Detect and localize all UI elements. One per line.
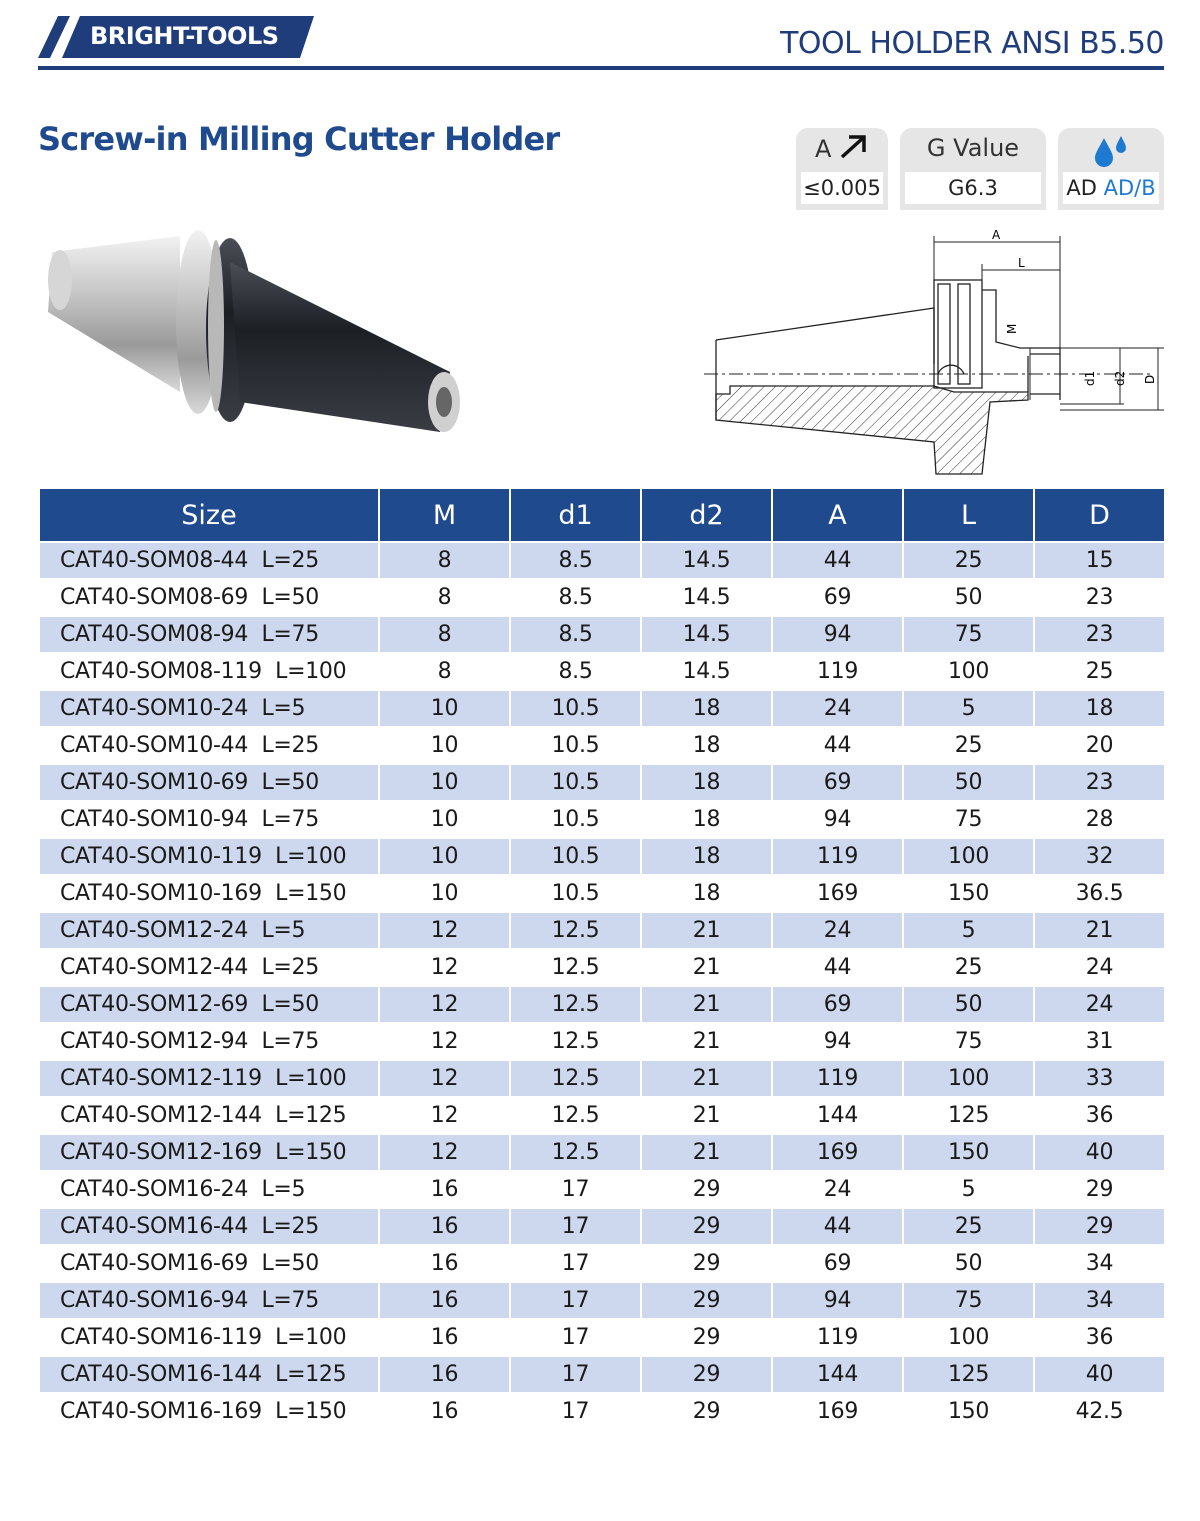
cell-l: 75 [903, 1282, 1034, 1319]
cell-d: 28 [1034, 801, 1164, 838]
cell-l: 50 [903, 986, 1034, 1023]
cell-m: 16 [379, 1319, 510, 1356]
cell-d1: 12.5 [510, 949, 641, 986]
cell-d: 25 [1034, 653, 1164, 690]
cell-a: 69 [772, 1245, 903, 1282]
cell-d1: 12.5 [510, 1023, 641, 1060]
cell-m: 8 [379, 542, 510, 579]
table-row [40, 1097, 1164, 1134]
cell-m: 10 [379, 764, 510, 801]
cell-a: 94 [772, 1023, 903, 1060]
cell-m: 16 [379, 1393, 510, 1430]
brand-name: BRIGHT-TOOLS [90, 22, 279, 50]
cell-d1: 12.5 [510, 986, 641, 1023]
cell-m: 16 [379, 1245, 510, 1282]
coolant-badge-value: AD AD/B [1063, 172, 1159, 204]
cell-d1: 12.5 [510, 1134, 641, 1171]
cell-a: 119 [772, 653, 903, 690]
cell-size: CAT40-SOM12-169 L=150 [40, 1134, 379, 1171]
cell-a: 24 [772, 1171, 903, 1208]
cell-d: 36 [1034, 1319, 1164, 1356]
coolant-badge [1058, 128, 1164, 210]
cell-l: 50 [903, 764, 1034, 801]
cell-a: 44 [772, 949, 903, 986]
cell-l: 25 [903, 542, 1034, 579]
dim-label-l: L [1018, 256, 1025, 270]
cell-l: 50 [903, 1245, 1034, 1282]
cell-l: 125 [903, 1097, 1034, 1134]
cell-a: 69 [772, 986, 903, 1023]
cell-d: 15 [1034, 542, 1164, 579]
cell-l: 100 [903, 653, 1034, 690]
cell-d2: 14.5 [641, 542, 772, 579]
cell-d: 31 [1034, 1023, 1164, 1060]
cell-d1: 17 [510, 1319, 641, 1356]
cell-size: CAT40-SOM08-94 L=75 [40, 616, 379, 653]
cell-d: 24 [1034, 949, 1164, 986]
cell-size: CAT40-SOM10-24 L=5 [40, 690, 379, 727]
cell-d: 40 [1034, 1134, 1164, 1171]
cell-d2: 18 [641, 727, 772, 764]
cell-d: 20 [1034, 727, 1164, 764]
cell-d: 23 [1034, 616, 1164, 653]
column-header-size: Size [40, 489, 379, 542]
cell-l: 5 [903, 690, 1034, 727]
dim-label-d: D [1143, 374, 1157, 384]
cell-l: 75 [903, 1023, 1034, 1060]
cell-size: CAT40-SOM16-24 L=5 [40, 1171, 379, 1208]
cell-l: 75 [903, 801, 1034, 838]
cell-m: 12 [379, 1134, 510, 1171]
dim-label-m: M [1005, 323, 1019, 334]
cell-a: 44 [772, 542, 903, 579]
cell-l: 5 [903, 912, 1034, 949]
cell-m: 16 [379, 1356, 510, 1393]
cell-l: 100 [903, 838, 1034, 875]
cell-d1: 8.5 [510, 616, 641, 653]
cell-m: 10 [379, 875, 510, 912]
cell-size: CAT40-SOM10-169 L=150 [40, 875, 379, 912]
cell-m: 12 [379, 986, 510, 1023]
cell-l: 150 [903, 1134, 1034, 1171]
cell-m: 10 [379, 801, 510, 838]
cell-size: CAT40-SOM10-94 L=75 [40, 801, 379, 838]
cell-d2: 18 [641, 801, 772, 838]
cell-m: 16 [379, 1171, 510, 1208]
table-row [40, 801, 1164, 838]
cell-l: 150 [903, 875, 1034, 912]
runout-badge-value: ≤0.005 [801, 172, 883, 204]
product-title: Screw-in Milling Cutter Holder [38, 120, 560, 158]
cell-d: 42.5 [1034, 1393, 1164, 1430]
cell-a: 144 [772, 1097, 903, 1134]
cell-size: CAT40-SOM08-69 L=50 [40, 579, 379, 616]
cell-d2: 29 [641, 1208, 772, 1245]
cell-d2: 21 [641, 1060, 772, 1097]
cell-d2: 18 [641, 838, 772, 875]
cell-d1: 8.5 [510, 579, 641, 616]
cell-d1: 17 [510, 1245, 641, 1282]
cell-size: CAT40-SOM16-119 L=100 [40, 1319, 379, 1356]
cell-d2: 29 [641, 1171, 772, 1208]
cell-d2: 18 [641, 875, 772, 912]
runout-badge [796, 128, 888, 210]
specification-table [40, 489, 1164, 1431]
arrow-up-right-icon [839, 134, 869, 160]
cell-l: 125 [903, 1356, 1034, 1393]
cell-d2: 21 [641, 949, 772, 986]
cell-a: 44 [772, 1208, 903, 1245]
cell-d: 21 [1034, 912, 1164, 949]
runout-badge-label: A [796, 134, 888, 172]
cell-d: 32 [1034, 838, 1164, 875]
balance-badge-label: G Value [926, 134, 1020, 162]
cell-size: CAT40-SOM10-44 L=25 [40, 727, 379, 764]
cell-d2: 14.5 [641, 579, 772, 616]
cell-d: 24 [1034, 986, 1164, 1023]
cell-l: 25 [903, 727, 1034, 764]
cell-size: CAT40-SOM10-119 L=100 [40, 838, 379, 875]
document-title: TOOL HOLDER ANSI B5.50 [780, 26, 1164, 61]
cell-a: 24 [772, 690, 903, 727]
cell-d: 34 [1034, 1282, 1164, 1319]
cell-a: 24 [772, 912, 903, 949]
table-row [40, 1356, 1164, 1393]
cell-m: 10 [379, 838, 510, 875]
cell-d2: 14.5 [641, 616, 772, 653]
cell-a: 94 [772, 801, 903, 838]
column-header-a: A [772, 489, 903, 542]
table-row [40, 1023, 1164, 1060]
cell-a: 119 [772, 838, 903, 875]
cell-d2: 29 [641, 1393, 772, 1430]
column-header-d1: d1 [510, 489, 641, 542]
cell-m: 10 [379, 690, 510, 727]
cell-d: 23 [1034, 764, 1164, 801]
table-row [40, 1171, 1164, 1208]
table-row [40, 542, 1164, 579]
cell-d1: 8.5 [510, 653, 641, 690]
cell-d2: 29 [641, 1319, 772, 1356]
cell-l: 75 [903, 616, 1034, 653]
dim-label-a: A [992, 228, 1001, 242]
cell-d2: 29 [641, 1282, 772, 1319]
cell-a: 69 [772, 579, 903, 616]
cell-l: 25 [903, 949, 1034, 986]
cell-d: 36.5 [1034, 875, 1164, 912]
table-row [40, 875, 1164, 912]
table-row [40, 1319, 1164, 1356]
cell-d1: 17 [510, 1171, 641, 1208]
table-row [40, 579, 1164, 616]
cell-d1: 12.5 [510, 1060, 641, 1097]
tool-holder-photo [40, 222, 470, 462]
table-row [40, 1208, 1164, 1245]
cell-d2: 21 [641, 986, 772, 1023]
table-row [40, 1393, 1164, 1430]
cell-m: 12 [379, 1060, 510, 1097]
table-header-row [40, 489, 1164, 542]
cell-m: 12 [379, 1023, 510, 1060]
cell-a: 119 [772, 1319, 903, 1356]
cell-a: 169 [772, 1134, 903, 1171]
cell-d2: 29 [641, 1245, 772, 1282]
cell-d1: 8.5 [510, 542, 641, 579]
column-header-m: M [379, 489, 510, 542]
cell-l: 25 [903, 1208, 1034, 1245]
column-header-d: D [1034, 489, 1164, 542]
cell-m: 8 [379, 653, 510, 690]
table-row [40, 1245, 1164, 1282]
cell-d1: 17 [510, 1393, 641, 1430]
cell-a: 94 [772, 1282, 903, 1319]
cell-d1: 17 [510, 1356, 641, 1393]
cell-size: CAT40-SOM12-44 L=25 [40, 949, 379, 986]
table-row [40, 690, 1164, 727]
cell-l: 5 [903, 1171, 1034, 1208]
cell-size: CAT40-SOM12-119 L=100 [40, 1060, 379, 1097]
table-row [40, 764, 1164, 801]
technical-drawing [700, 224, 1170, 480]
cell-m: 16 [379, 1208, 510, 1245]
cell-d: 29 [1034, 1208, 1164, 1245]
cell-a: 169 [772, 875, 903, 912]
cell-d: 40 [1034, 1356, 1164, 1393]
cell-m: 12 [379, 1097, 510, 1134]
table-row [40, 949, 1164, 986]
cell-d: 23 [1034, 579, 1164, 616]
cell-d1: 10.5 [510, 764, 641, 801]
cell-d2: 18 [641, 764, 772, 801]
cell-m: 12 [379, 949, 510, 986]
cell-size: CAT40-SOM16-94 L=75 [40, 1282, 379, 1319]
cell-a: 144 [772, 1356, 903, 1393]
cell-d: 18 [1034, 690, 1164, 727]
dim-label-d2: d2 [1113, 370, 1127, 386]
column-header-d2: d2 [641, 489, 772, 542]
table-row [40, 1060, 1164, 1097]
balance-badge [900, 128, 1046, 210]
table-row [40, 1134, 1164, 1171]
cell-d1: 12.5 [510, 1097, 641, 1134]
cell-m: 10 [379, 727, 510, 764]
cell-a: 169 [772, 1393, 903, 1430]
cell-l: 50 [903, 579, 1034, 616]
column-header-l: L [903, 489, 1034, 542]
cell-d1: 10.5 [510, 727, 641, 764]
table-row [40, 1282, 1164, 1319]
cell-d1: 12.5 [510, 912, 641, 949]
cell-size: CAT40-SOM12-24 L=5 [40, 912, 379, 949]
coolant-drops-icon [1091, 134, 1131, 168]
dim-label-d1: d1 [1083, 370, 1097, 386]
table-row [40, 912, 1164, 949]
cell-d1: 17 [510, 1282, 641, 1319]
balance-badge-value: G6.3 [905, 172, 1041, 204]
table-row [40, 838, 1164, 875]
coolant-badge-label [1058, 134, 1164, 172]
cell-d1: 10.5 [510, 801, 641, 838]
cell-m: 16 [379, 1282, 510, 1319]
page-header [38, 16, 1164, 72]
cell-d: 33 [1034, 1060, 1164, 1097]
cell-m: 12 [379, 912, 510, 949]
header-divider [38, 66, 1164, 70]
cell-d2: 18 [641, 690, 772, 727]
cell-d1: 10.5 [510, 690, 641, 727]
cell-d: 36 [1034, 1097, 1164, 1134]
cell-size: CAT40-SOM12-69 L=50 [40, 986, 379, 1023]
cell-l: 100 [903, 1319, 1034, 1356]
cell-a: 69 [772, 764, 903, 801]
cell-a: 94 [772, 616, 903, 653]
table-row [40, 986, 1164, 1023]
cell-d: 34 [1034, 1245, 1164, 1282]
table-body [40, 542, 1164, 1430]
cell-d1: 10.5 [510, 838, 641, 875]
cell-d2: 14.5 [641, 653, 772, 690]
cell-size: CAT40-SOM12-144 L=125 [40, 1097, 379, 1134]
table-row [40, 616, 1164, 653]
cell-size: CAT40-SOM10-69 L=50 [40, 764, 379, 801]
table-row [40, 727, 1164, 764]
cell-l: 100 [903, 1060, 1034, 1097]
cell-m: 8 [379, 616, 510, 653]
cell-d2: 21 [641, 912, 772, 949]
cell-size: CAT40-SOM16-69 L=50 [40, 1245, 379, 1282]
cell-size: CAT40-SOM08-44 L=25 [40, 542, 379, 579]
cell-d2: 21 [641, 1023, 772, 1060]
cell-l: 150 [903, 1393, 1034, 1430]
cell-d2: 21 [641, 1097, 772, 1134]
cell-size: CAT40-SOM16-169 L=150 [40, 1393, 379, 1430]
cell-a: 119 [772, 1060, 903, 1097]
cell-a: 44 [772, 727, 903, 764]
cell-d1: 17 [510, 1208, 641, 1245]
cell-m: 8 [379, 579, 510, 616]
table-row [40, 653, 1164, 690]
cell-size: CAT40-SOM12-94 L=75 [40, 1023, 379, 1060]
cell-d2: 29 [641, 1356, 772, 1393]
cell-size: CAT40-SOM16-144 L=125 [40, 1356, 379, 1393]
cell-size: CAT40-SOM16-44 L=25 [40, 1208, 379, 1245]
cell-d2: 21 [641, 1134, 772, 1171]
cell-size: CAT40-SOM08-119 L=100 [40, 653, 379, 690]
brand-logo [38, 16, 314, 58]
cell-d: 29 [1034, 1171, 1164, 1208]
cell-d1: 10.5 [510, 875, 641, 912]
